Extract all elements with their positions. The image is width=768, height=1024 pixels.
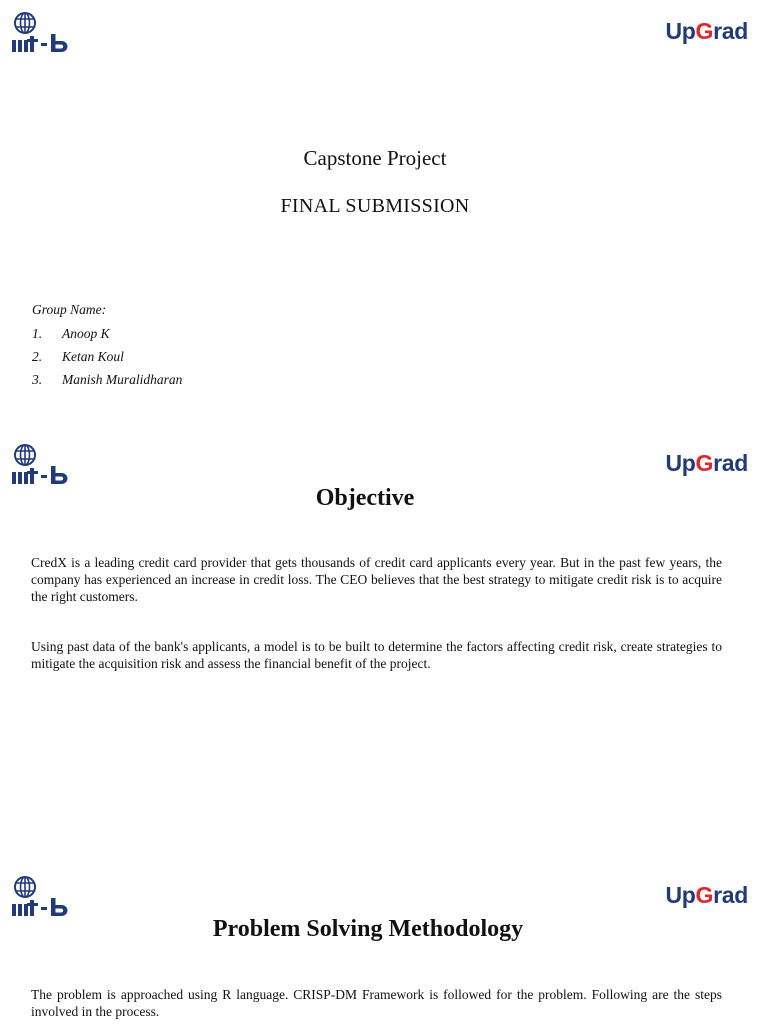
objective-paragraph: Using past data of the bank's applicants, a model is to be built to determine the factors affecting credit risk, create strategies to mitigate the acquisition risk and assess the financial benefit of the project. xyxy=(31,639,722,671)
objective-paragraph: CredX is a leading credit card provider that gets thousands of credit card applicants every year. But in the past few years, the company has experienced an increase in credit loss. The CEO believes that the best strategy to mitigate credit risk is to acquire the right customers. xyxy=(31,555,722,604)
list-item: 2. Ketan Koul xyxy=(32,349,182,372)
member-name: Manish Muralidharan xyxy=(62,372,183,387)
upgrad-logo: UpGrad xyxy=(665,450,748,476)
member-name: Anoop K xyxy=(62,326,110,341)
iiitb-logo xyxy=(11,444,73,486)
upgrad-logo: UpGrad xyxy=(665,18,748,44)
slide-objective xyxy=(0,432,768,864)
iiitb-logo xyxy=(11,12,73,54)
methodology-paragraph: The problem is approached using R language. CRISP-DM Framework is followed for the problem. Following are the steps involved in the process. xyxy=(31,987,722,1019)
list-item: 3. Manish Muralidharan xyxy=(32,372,182,395)
upgrad-logo: UpGrad xyxy=(665,882,748,908)
group-members xyxy=(32,302,182,395)
list-item: 1. Anoop K xyxy=(32,326,182,349)
objective-heading: Objective xyxy=(315,485,415,511)
slide-methodology xyxy=(0,864,768,1024)
methodology-heading: Problem Solving Methodology xyxy=(212,916,524,942)
member-name: Ketan Koul xyxy=(62,349,124,364)
iiitb-logo xyxy=(11,876,73,918)
slide-title xyxy=(0,0,768,432)
project-title: Capstone Project xyxy=(303,146,447,170)
project-subtitle: FINAL SUBMISSION xyxy=(280,195,470,217)
member-list xyxy=(32,326,182,395)
group-label: Group Name: xyxy=(32,302,107,317)
